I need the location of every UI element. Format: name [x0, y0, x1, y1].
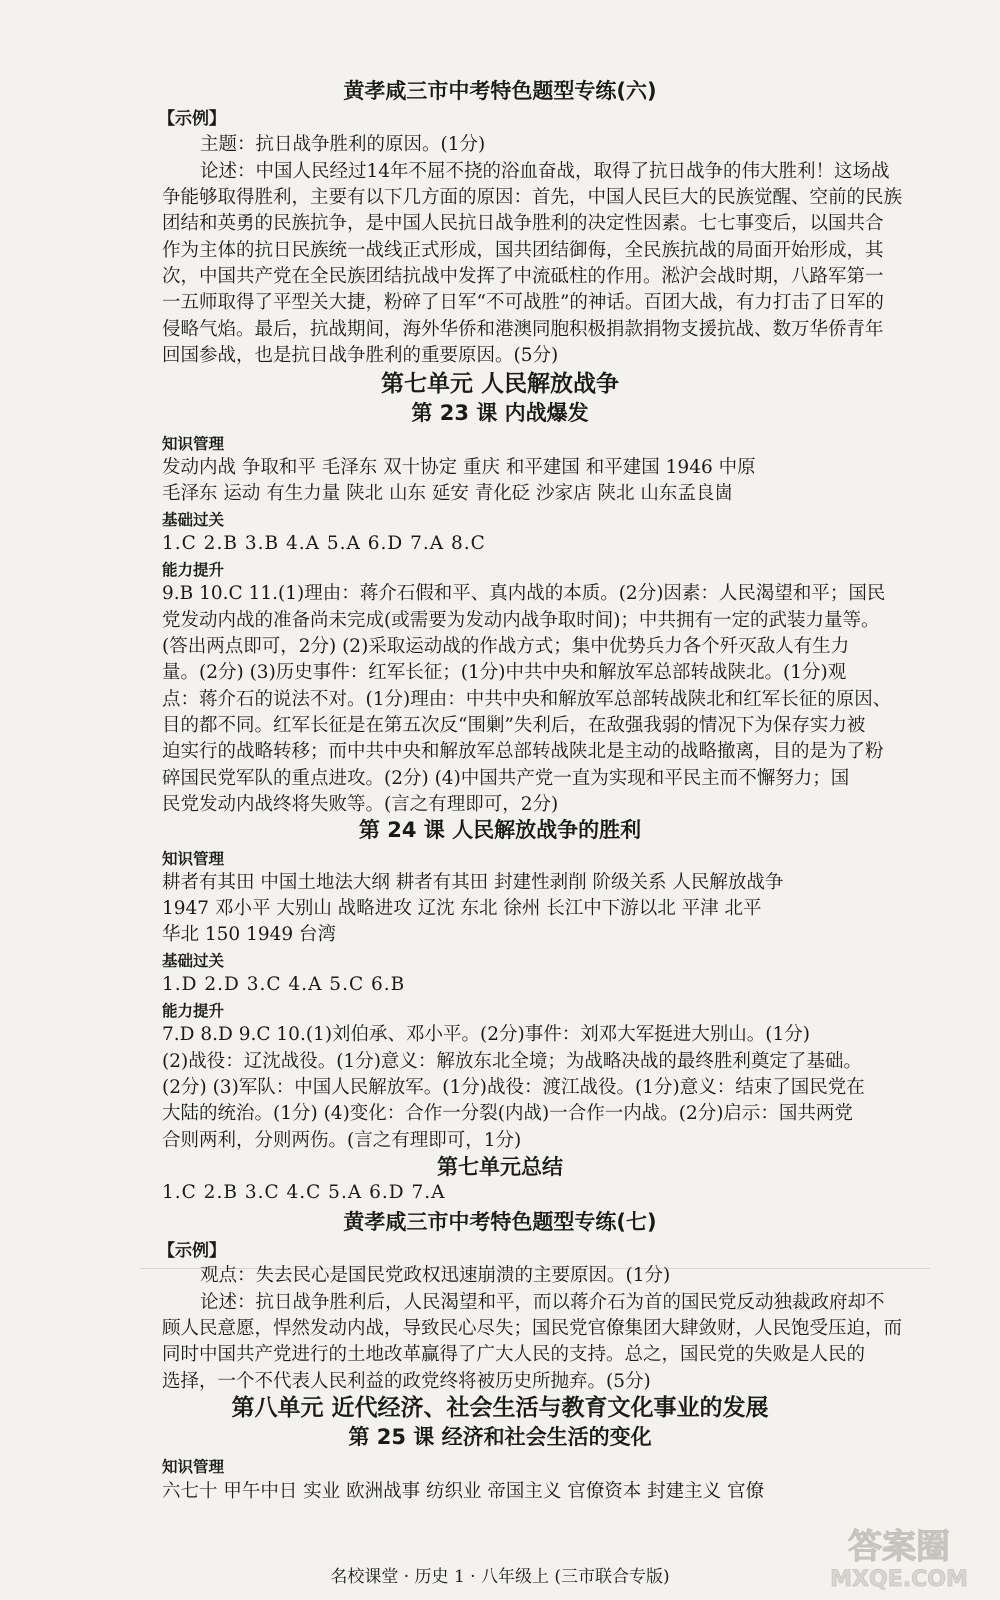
advanced-line: (答出两点即可，2分) (2)采取运动战的作战方式；集中优势兵力各个歼灭敌人有生力 — [162, 636, 850, 657]
paragraph-line: 次，中国共产党在全民族团结抗战中发挥了中流砥柱的作用。淞沪会战时期，八路军第一 — [162, 266, 884, 287]
advanced-line: 党发动内战的准备尚未完成(或需要为发动内战争取时间)；中共拥有一定的武装力量等。 — [162, 610, 880, 631]
paragraph-line: 团结和英勇的民族抗争，是中国人民抗日战争胜利的决定性因素。七七事变后，以国共合 — [162, 213, 884, 234]
unit-8-title: 第八单元 近代经济、社会生活与教育文化事业的发展 — [231, 1395, 769, 1421]
knowledge-line: 1947 邓小平 大别山 战略进攻 辽沈 东北 徐州 长江中下游以北 平津 北平 — [162, 898, 762, 919]
advanced-line: 7.D 8.D 9.C 10.(1)刘伯承、邓小平。(2分)事件：刘邓大军挺进大别山。(1分) — [162, 1024, 810, 1045]
lesson-23-title: 第 23 课 内战爆发 — [411, 401, 589, 425]
advanced-label: 能力提升 — [162, 561, 225, 579]
knowledge-label: 知识管理 — [162, 1458, 225, 1476]
watermark-logo — [815, 1520, 985, 1592]
unit-7-title: 第七单元 人民解放战争 — [380, 371, 619, 397]
section-title-special-7: 黄孝咸三市中考特色题型专练(七) — [343, 1210, 657, 1234]
section-title-special-6: 黄孝咸三市中考特色题型专练(六) — [343, 79, 657, 103]
advanced-line: 点：蒋介石的说法不对。(1分)理由：中共中央和解放军总部转战陕北和红军长征的原因、 — [162, 689, 892, 710]
paragraph-line: 争能够取得胜利，主要有以下几方面的原因：首先，中国人民巨大的民族觉醒、空前的民族 — [162, 187, 903, 208]
paragraph-line: 同时中国共产党进行的土地改革赢得了广大人民的支持。总之，国民党的失败是人民的 — [162, 1344, 866, 1365]
advanced-line: 碎国民党军队的重点进攻。(2分) (4)中国共产党一直为实现和平民主而不懈努力；国 — [162, 768, 850, 789]
paragraph-line: 侵略气焰。最后，抗战期间，海外华侨和港澳同胞积极捐款捐物支援抗战、数万华侨青年 — [162, 319, 884, 340]
watermark-url: MXQE.COM — [830, 1567, 968, 1592]
lesson-24-title: 第 24 课 人民解放战争的胜利 — [358, 818, 642, 842]
example-label: 【示例】 — [158, 109, 226, 129]
paragraph-line: 主题：抗日战争胜利的原因。(1分) — [200, 134, 486, 155]
paragraph-line: 论述：抗日战争胜利后，人民渴望和平，而以蒋介石为首的国民党反动独裁政府却不 — [200, 1292, 885, 1313]
advanced-line: 合则两利，分则两伤。(言之有理即可，1分) — [162, 1130, 522, 1151]
paragraph-line: 作为主体的抗日民族统一战线正式形成，国共团结御侮，全民族抗战的局面开始形成，其 — [162, 240, 884, 261]
knowledge-label: 知识管理 — [162, 850, 225, 868]
basic-label: 基础过关 — [162, 952, 225, 970]
basic-label: 基础过关 — [162, 511, 225, 529]
advanced-line: 量。(2分) (3)历史事件：红军长征；(1分)中共中央和解放军总部转战陕北。(1分)观 — [162, 662, 847, 683]
advanced-line: 迫实行的战略转移；而中共中央和解放军总部转战陕北是主动的战略撤离，目的是为了粉 — [162, 741, 884, 762]
advanced-line: (2)战役：辽沈战役。(1分)意义：解放东北全境；为战略决战的最终胜利奠定了基础。 — [162, 1051, 862, 1072]
knowledge-line: 耕者有其田 中国土地法大纲 耕者有其田 封建性剥削 阶级关系 人民解放战争 — [162, 872, 784, 893]
paragraph-line: 选择，一个不代表人民利益的政党终将被历史所抛弃。(5分) — [162, 1371, 651, 1392]
page-footer: 名校课堂 · 历史 1 · 八年级上 (三市联合专版) — [330, 1567, 670, 1587]
unit-7-summary-title: 第七单元总结 — [437, 1155, 563, 1179]
paragraph-line: 顾人民意愿，悍然发动内战，导致民心尽失；国民党官僚集团大肆敛财，人民饱受压迫，而 — [162, 1318, 903, 1339]
advanced-line: 民党发动内战终将失败等。(言之有理即可，2分) — [162, 794, 559, 815]
example-label: 【示例】 — [158, 1241, 226, 1261]
paragraph-line: 观点：失去民心是国民党政权迅速崩溃的主要原因。(1分) — [200, 1265, 671, 1286]
paragraph-line: 回国参战，也是抗日战争胜利的重要原因。(5分) — [162, 345, 559, 366]
lesson-25-title: 第 25 课 经济和社会生活的变化 — [348, 1425, 652, 1449]
watermark-text: 答案圈 — [848, 1527, 950, 1567]
knowledge-line: 华北 150 1949 台湾 — [162, 924, 337, 945]
basic-answers: 1.D 2.D 3.C 4.A 5.C 6.B — [162, 974, 406, 995]
advanced-line: 目的都不同。红军长征是在第五次反“围剿”失利后，在敌强我弱的情况下为保存实力被 — [162, 715, 866, 736]
advanced-label: 能力提升 — [162, 1002, 225, 1020]
summary-answers: 1.C 2.B 3.C 4.C 5.A 6.D 7.A — [162, 1182, 446, 1203]
basic-answers: 1.C 2.B 3.B 4.A 5.A 6.D 7.A 8.C — [162, 533, 486, 554]
knowledge-label: 知识管理 — [162, 435, 225, 453]
paragraph-line: 一五师取得了平型关大捷，粉碎了日军“不可战胜”的神话。百团大战，有力打击了日军的 — [162, 292, 884, 313]
paragraph-line: 论述：中国人民经过14年不屈不挠的浴血奋战，取得了抗日战争的伟大胜利！这场战 — [200, 161, 890, 182]
advanced-line: (2分) (3)军队：中国人民解放军。(1分)战役：渡江战役。(1分)意义：结束了国民党在 — [162, 1077, 865, 1098]
advanced-line: 大陆的统治。(1分) (4)变化：合作一分裂(内战)一合作一内战。(2分)启示：国共两党 — [162, 1103, 853, 1124]
advanced-line: 9.B 10.C 11.(1)理由：蒋介石假和平、真内战的本质。(2分)因素：人民渴望和平；国民 — [162, 583, 886, 604]
knowledge-line: 发动内战 争取和平 毛泽东 双十协定 重庆 和平建国 和平建国 1946 中原 — [162, 457, 756, 478]
knowledge-line: 毛泽东 运动 有生力量 陕北 山东 延安 青化砭 沙家店 陕北 山东孟良崮 — [162, 483, 733, 504]
knowledge-line: 六七十 甲午中日 实业 欧洲战事 纺织业 帝国主义 官僚资本 封建主义 官僚 — [162, 1481, 765, 1502]
